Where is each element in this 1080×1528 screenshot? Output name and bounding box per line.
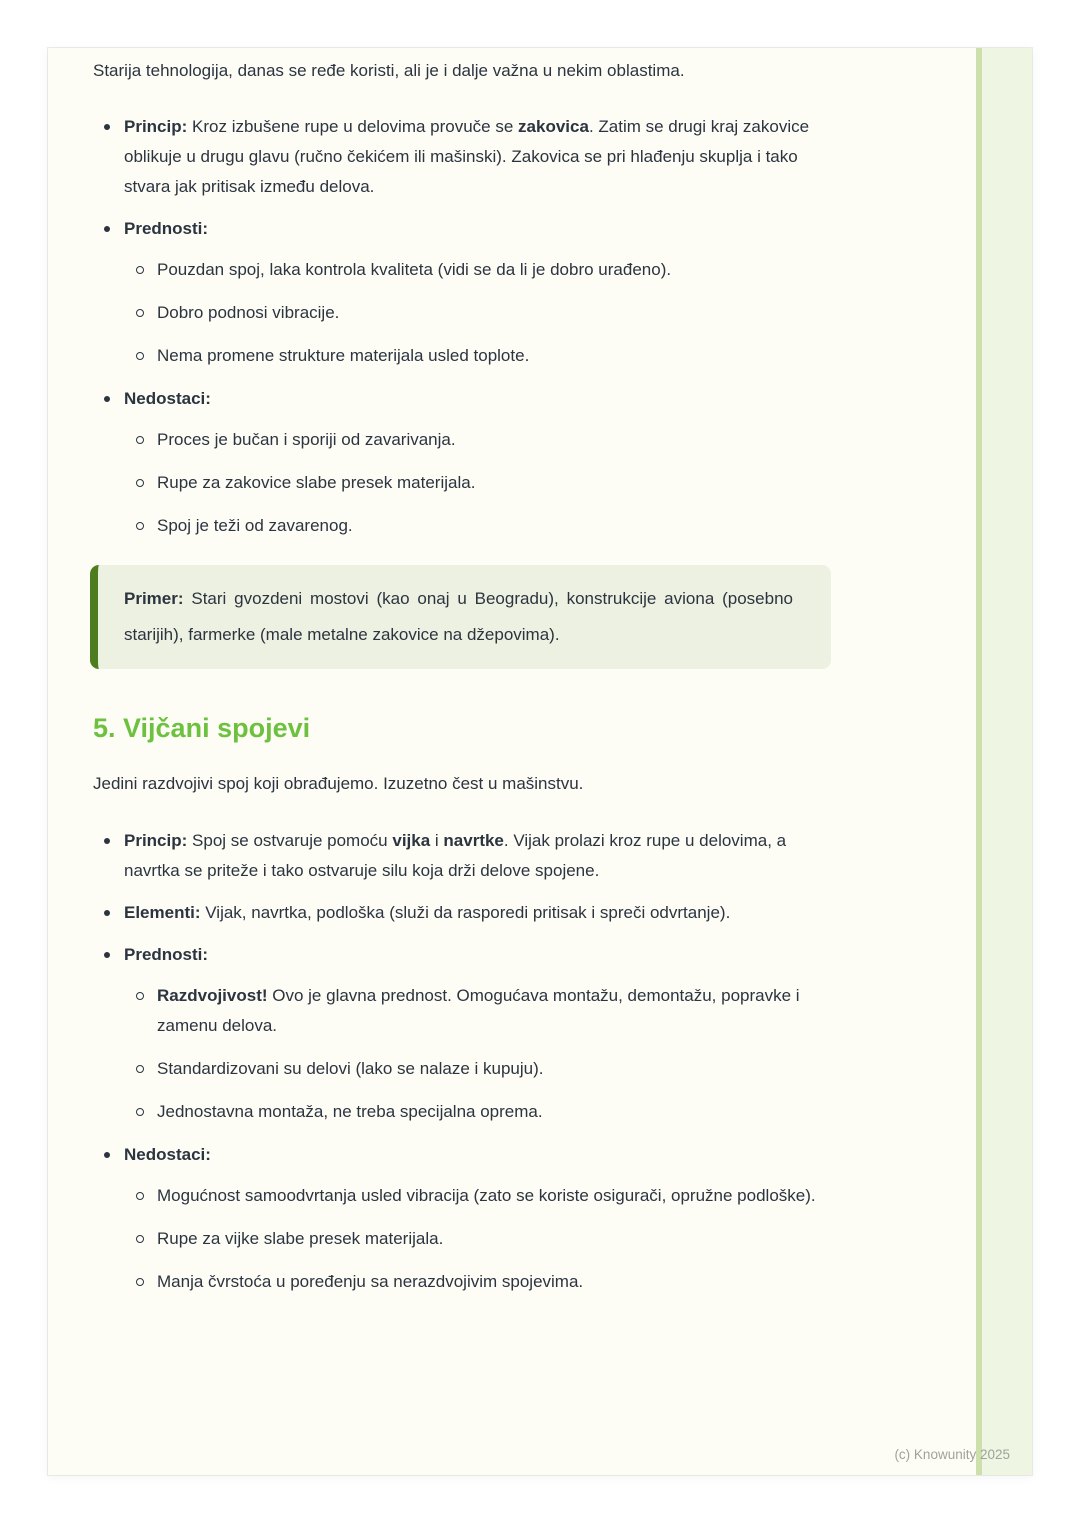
copyright-notice: (c) Knowunity 2025 — [894, 1447, 1010, 1462]
sublist-item-text: Rupe za zakovice slabe presek materijala. — [157, 473, 476, 492]
screw-intro-paragraph: Jedini razdvojivi spoj koji obrađujemo. Izuzetno čest u mašinstvu. — [93, 774, 584, 793]
bullet-item-nedostaci — [124, 384, 835, 541]
document-page — [48, 48, 1032, 1475]
bullet-item-princip — [124, 112, 835, 202]
sublist-item — [157, 298, 835, 328]
sublist-item — [157, 1054, 835, 1084]
sublist-item — [157, 1267, 835, 1297]
primer-paragraph — [124, 581, 793, 653]
page-content — [93, 56, 835, 1310]
bullet-item-princip — [124, 826, 835, 886]
sublist-item — [157, 511, 835, 541]
princip-label: Princip: — [124, 831, 188, 850]
princip-bold-term: zakovica — [518, 117, 589, 136]
sublist-item — [157, 1097, 835, 1127]
elementi-label: Elementi: — [124, 903, 201, 922]
prednosti-sublist — [124, 981, 835, 1127]
primer-text: Stari gvozdeni mostovi (kao onaj u Beogradu), konstrukcije aviona (posebno starijih), farmerke (male metalne zakovice na džepovima). — [124, 589, 793, 644]
sublist-item-text: Standardizovani su delovi (lako se nalaze i kupuju). — [157, 1059, 544, 1078]
princip-text-post: . Zatim se drugi kraj zakovice oblikuje u drugu glavu (ručno čekićem ili mašinski). Zakovica se pri hlađenju skuplja i tako stvara jak pritisak između delova. — [124, 117, 810, 196]
princip-bold-term: vijka — [392, 831, 431, 850]
primer-label: Primer: — [124, 589, 184, 608]
nedostaci-label: Nedostaci: — [124, 389, 211, 408]
sublist-item — [157, 468, 835, 498]
sublist-item-bold-lead: Razdvojivost! — [157, 986, 268, 1005]
bullet-item-prednosti — [124, 940, 835, 1127]
sublist-item — [157, 1181, 835, 1211]
princip-text-pre: Kroz izbušene rupe u delovima provuče se — [187, 117, 519, 136]
princip-text-pre: Spoj se ostvaruje pomoću — [187, 831, 393, 850]
sublist-item-text: Jednostavna montaža, ne treba specijalna oprema. — [157, 1102, 543, 1121]
sublist-item — [157, 425, 835, 455]
rivet-intro-paragraph: Starija tehnologija, danas se ređe koristi, ali je i dalje važna u nekim oblastima. — [93, 61, 685, 80]
sublist-item-text: Ovo je glavna prednost. Omogućava montažu, demontažu, popravke i zamenu delova. — [157, 986, 800, 1035]
sublist-item-text: Dobro podnosi vibracije. — [157, 303, 340, 322]
sublist-item — [157, 255, 835, 285]
sublist-item-text: Pouzdan spoj, laka kontrola kvaliteta (vidi se da li je dobro urađeno). — [157, 260, 672, 279]
prednosti-label: Prednosti: — [124, 219, 209, 238]
rivet-bullet-list — [93, 112, 835, 541]
sublist-item — [157, 1224, 835, 1254]
screw-bullet-list — [93, 826, 835, 1297]
page-edge-accent-bar — [976, 48, 1032, 1475]
nedostaci-label: Nedostaci: — [124, 1145, 211, 1164]
sublist-item — [157, 341, 835, 371]
nedostaci-sublist — [124, 425, 835, 541]
bullet-item-nedostaci — [124, 1140, 835, 1297]
sublist-item-text: Nema promene strukture materijala usled toplote. — [157, 346, 530, 365]
princip-bold-term: navrtke — [443, 831, 504, 850]
sublist-item — [157, 981, 835, 1041]
primer-callout — [90, 565, 831, 669]
sublist-item-text: Spoj je teži od zavarenog. — [157, 516, 353, 535]
prednosti-label: Prednosti: — [124, 945, 209, 964]
bullet-item-elementi — [124, 898, 835, 928]
sublist-item-text: Proces je bučan i sporiji od zavarivanja. — [157, 430, 456, 449]
princip-label: Princip: — [124, 117, 188, 136]
bullet-item-prednosti — [124, 214, 835, 371]
prednosti-sublist — [124, 255, 835, 371]
princip-text-post: . Vijak prolazi kroz rupe u delovima, a navrtka se priteže i tako ostvaruje silu koja drži delove spojene. — [124, 831, 787, 880]
sublist-item-text: Rupe za vijke slabe presek materijala. — [157, 1229, 444, 1248]
section-heading: 5. Vijčani spojevi — [93, 713, 311, 743]
sublist-item-text: Manja čvrstoća u poređenju sa nerazdvojivim spojevima. — [157, 1272, 584, 1291]
elementi-text: Vijak, navrtka, podloška (služi da rasporedi pritisak i spreči odvrtanje). — [200, 903, 731, 922]
sublist-item-text: Mogućnost samoodvrtanja usled vibracija (zato se koriste osigurači, opružne podloške). — [157, 1186, 816, 1205]
nedostaci-sublist — [124, 1181, 835, 1297]
princip-text-mid: i — [430, 831, 444, 850]
